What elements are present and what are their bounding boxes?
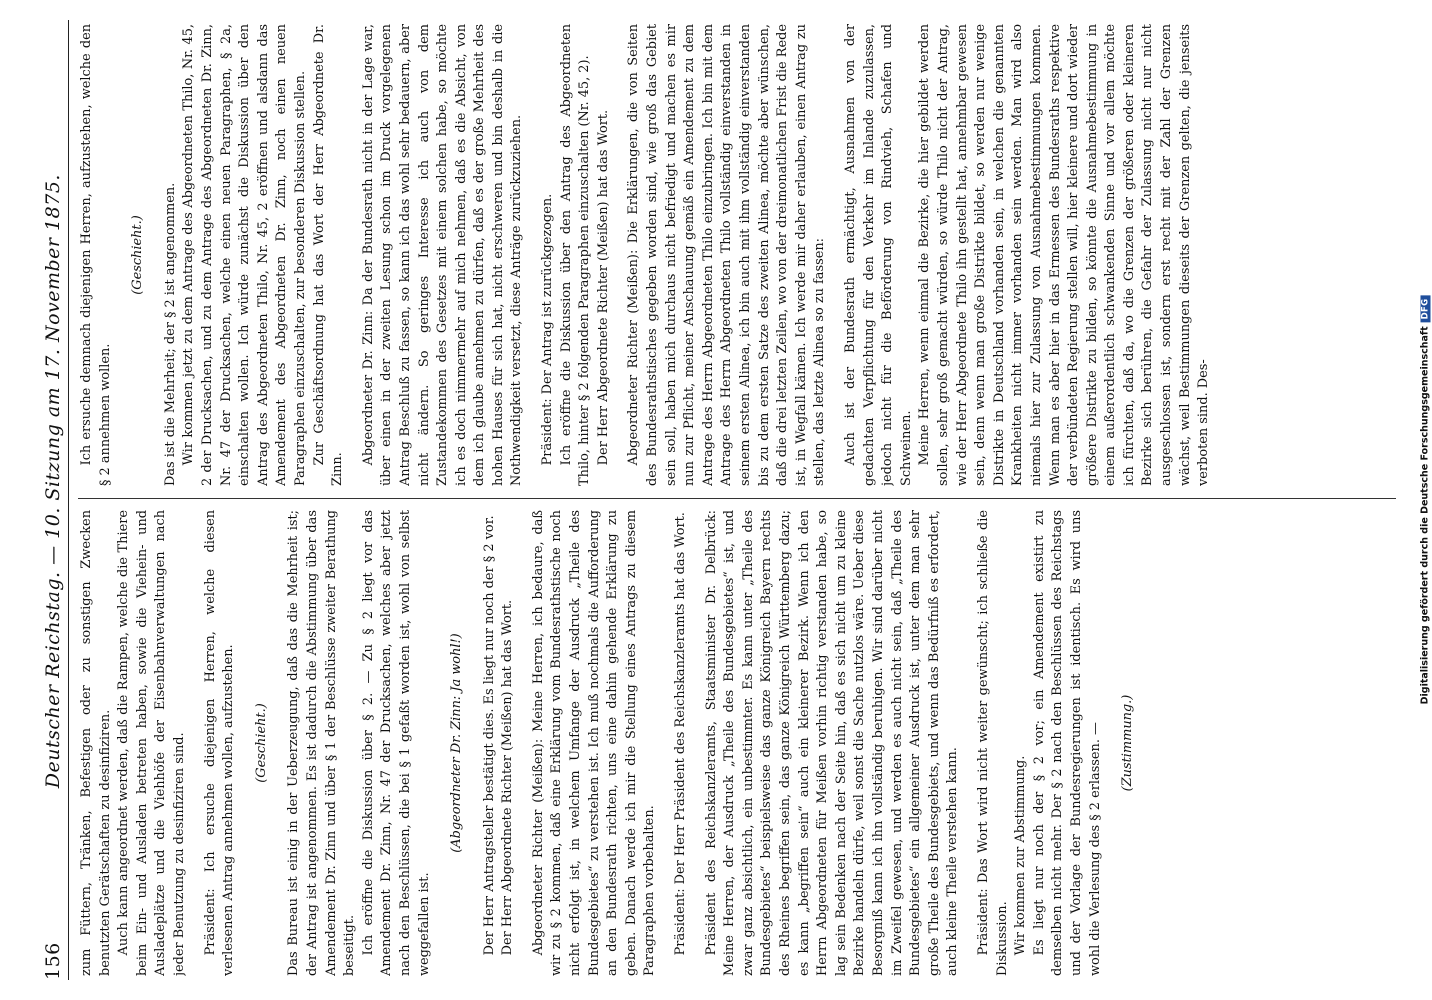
right-column	[78, 24, 1398, 486]
paragraph: Meine Herren, wenn einmal die Bezirke, die hier gebildet werden sollen, sehr groß gemacht würden, so würde Thilo nicht der Antrag, wie der Herr Abgeordnete Thilo ihn gestellt hat, annehmbar gewesen sein, denn wenn man große Distrikte bildet, so werden nur wenige Distrikte in Deutschland vorhanden sein, in welchen die genannten Krankheiten nicht immer vorhanden sein werden. Man wird also niemals hier zur Zulassung von Ausnahmebestimmungen kommen. Wenn man es aber hier in das Ermessen des Bundesraths respektive der verbündeten Regierung stellen will, hier kleinere und dort wieder größere Distrikte zu bilden, so könnte die Ausnahmebestimmung in einem außerordentlich schwankenden Sinne und vor allem möchte ich fürchten, daß da, wo die Grenzen der größeren oder kleineren Bezirke sich berühren, die Gefahr der Zulassung nicht nur nicht ausgeschlossen ist, sondern erst recht mit der Zahl der Grenzen wächst, weil Bestimmungen dieseits der Grenzen gelten, die jenseits verboten sind. Des-	[917, 24, 1212, 486]
paragraph: Auch kann angeordnet werden, daß die Rampen, welche die Thiere beim Ein- und Ausladen betreten haben, sowie die Viehein- und Ausladeplätze und die Viehhöfe der Eisenbahnverwaltungen nach jeder Benutzung zu desinfiziren sind.	[116, 510, 187, 976]
paragraph: Der Herr Abgeordnete Richter (Meißen) hat das Wort.	[595, 109, 611, 466]
paragraph: Das Bureau ist einig in der Ueberzeugung, daß das die Mehrheit ist; der Antrag ist angenommen. Es ist dadurch die Abstimmung über das Amendement Dr. Zinn und über § 1 der Beschlüsse zweiter Berathung beseitigt.	[286, 510, 358, 976]
paragraph: (Zustimmung.)	[1120, 694, 1136, 792]
dfg-logo: DFG	[1420, 296, 1430, 323]
page-title: Deutscher Reichstag. — 10. Sitzung am 17. November 1875.	[42, 174, 64, 789]
paragraph: Präsident: Ich ersuche diejenigen Herren, welche diesen verlesenen Antrag annehmen wollen, aufzustehen.	[202, 510, 237, 976]
paragraph: Abgeordneter Richter (Meißen): Meine Herren, ich bedaure, daß wir zu § 2 kommen, daß eine Erklärung vom Bundesrathstische noch nicht erfolgt ist, in welchem Umfange der Ausdruck „Theile des Bundesgebietes“ zu verstehen ist. Ich muß nochmals die Aufforderung an den Bundesrath richten, uns eine dahin gehende Erklärung zu geben. Danach werde ich mir die Stellung eines Antrags zu diesem Paragraphen vorbehalten.	[530, 510, 658, 976]
paragraph: Ich eröffne die Diskussion über § 2. — Zu § 2 liegt vor das Amendement Dr. Zinn, Nr. 47 der Drucksachen, welches aber jetzt nach den Beschlüssen, die bei § 1 gefaßt worden ist, wohl von selbst weggefallen ist.	[360, 510, 432, 976]
paragraph: Präsident des Reichskanzleramts, Staatsminister Dr. Delbrück: Meine Herren, der Ausdruck „Theile des Bundesgebietes“ ist, und zwar ganz absichtlich, ein unbestimmter. Es kann unter „Theile des Bundesgebietes“ beispielsweise das ganze Königreich Bayern rechts des Rheines begriffen sein, das ganze Königreich Württemberg dazu; es kann „begriffen sein“ auch ein kleinerer Bezirk. Wenn ich den Herrn Abgeordneten für Meißen vorhin richtig verstanden habe, so lag sein Bedenken nach der Seite hin, daß es sich nicht um zu kleine Bezirke handeln dürfe, weil sonst die Sache nutzlos wäre. Ueber diese Besorgniß kann ich ihn vollständig beruhigen. Wir sind darüber nicht im Zweifel gewesen, und werden es auch nicht sein, daß „Theile des Bundesgebietes“ ein allgemeiner Ausdruck ist, unter dem man sehr große Theile des Bundesgebiets, und wenn das Bedürfniß es erfordert, auch kleine Theile verstehen kann.	[703, 510, 961, 976]
paragraph: Ich eröffne die Diskussion über den Antrag des Abgeordneten Thilo, hinter § 2 folgenden Paragraphen einzuschalten (Nr. 45, 2).	[558, 24, 593, 486]
column-divider	[78, 498, 1396, 499]
page-number: 156	[42, 942, 64, 980]
paragraph: Das ist die Mehrheit; der § 2 ist angenommen.	[162, 182, 178, 486]
paragraph: Wir kommen zur Abstimmung.	[1013, 755, 1029, 956]
paragraph: Präsident: Der Antrag ist zurückgezogen.	[540, 193, 556, 466]
paragraph: Ich ersuche demnach diejenigen Herren, aufzustehen, welche den § 2 annehmen wollen.	[79, 24, 113, 486]
paragraph: Es liegt nur noch der § 2 vor; ein Amendement existirt zu demselben nicht mehr. Der § 2 nach den Beschlüssen des Reichstags und der Vorlage der Bundesregierungen ist identisch. Es wird uns wohl die Verlesung des § 2 erlassen. —	[1031, 510, 1103, 976]
page-header	[30, 20, 69, 980]
paragraph: Wir kommen jetzt zu dem Antrage des Abgeordneten Thilo, Nr. 45, 2 der Drucksachen, und zu dem Antrage des Abgeordneten Dr. Zinn, Nr. 47 der Drucksachen, welche einen neuen Paragraphen, § 2a, einschalten wollen. Ich würde zunächst die Diskussion über den Antrag des Abgeordneten Thilo, Nr. 45, 2 eröffnen und alsdann das Amendement des Abgeordneten Dr. Zinn, noch einen neuen Paragraphen einzuschalten, zur besonderen Diskussion stellen.	[181, 24, 308, 486]
paragraph: Auch ist der Bundesrath ermächtigt, Ausnahmen von der gedachten Verpflichtung für den Verkehr im Inlande zuzulassen, jedoch nicht für die Beförderung von Rindvieh, Schafen und Schweinen.	[842, 24, 914, 486]
paragraph: Präsident: Der Herr Präsident des Reichskanzleramts hat das Wort.	[673, 512, 689, 956]
paragraph: (Abgeordneter Dr. Zinn: Ja wohl!)	[449, 633, 465, 853]
paragraph: Abgeordneter Dr. Zinn: Da der Bundesrath nicht in der Lage war, über einen in der zweiten Lesung schon im Druck vorgelegenen Antrag Beschluß zu fassen, so kann ich das wohl sehr bedauern, aber nicht ändern. So geringes Interesse ich auch von dem Zustandekommen des Gesetzes mit einem solchen habe, so möchte ich es doch nimmermehr auf mich nehmen, daß es die Absicht, von dem ich glaube annehmen zu dürfen, daß es der große Mehrheit des hohen Hauses für sich hat, nicht erschweren und bin deshalb in die Nothwendigkeit versetzt, diese Anträge zurückzuziehen.	[360, 24, 525, 486]
paragraph: Abgeordneter Richter (Meißen): Die Erklärungen, die von Seiten des Bundesrathstisches gegeben worden sind, wie groß das Gebiet sein soll, haben mich durchaus nicht befriedigt und machen es mir nun zur Pflicht, meiner Anschauung gemäß ein Amendement zu dem Antrage des Herrn Abgeordneten Thilo einzubringen. Ich bin mit dem Antrage des Herrn Abgeordneten Thilo vollständig einverstanden in seinem ersten Alinea, ich bin auch mit ihm vollständig einverstanden bis zu dem ersten Satze des zweiten Alinea, möchte aber wünschen, daß die drei letzten Zeilen, wo von der dreimonatlichen Frist die Rede ist, in Wegfall kämen. Ich werde mir daher erlauben, einen Antrag zu stellen, das letzte Alinea so zu fassen:	[626, 24, 828, 486]
paragraph: Der Herr Antragsteller bestätigt dies. Es liegt nur noch der § 2 vor.	[481, 515, 497, 956]
left-column	[78, 510, 1398, 976]
paragraph: (Geschieht.)	[130, 215, 146, 295]
paragraph: zum Füttern, Tränken, Befestigen oder zu sonstigen Zwecken benutzten Gerätschaften zu desinfiziren.	[79, 510, 113, 976]
digitization-credit	[1420, 296, 1431, 705]
paragraph: Präsident: Das Wort wird nicht weiter gewünscht; ich schließe die Diskussion.	[975, 510, 1010, 976]
credit-text: Digitalisierung gefördert durch die Deutsche Forschungsgemeinschaft	[1419, 326, 1431, 705]
document-page	[16, 0, 1416, 1000]
paragraph: Zur Geschäftsordnung hat das Wort der Herr Abgeordnete Dr. Zinn.	[311, 24, 346, 486]
paragraph: Der Herr Abgeordnete Richter (Meißen) hat das Wort.	[500, 599, 516, 956]
paragraph: (Geschieht.)	[253, 703, 269, 783]
